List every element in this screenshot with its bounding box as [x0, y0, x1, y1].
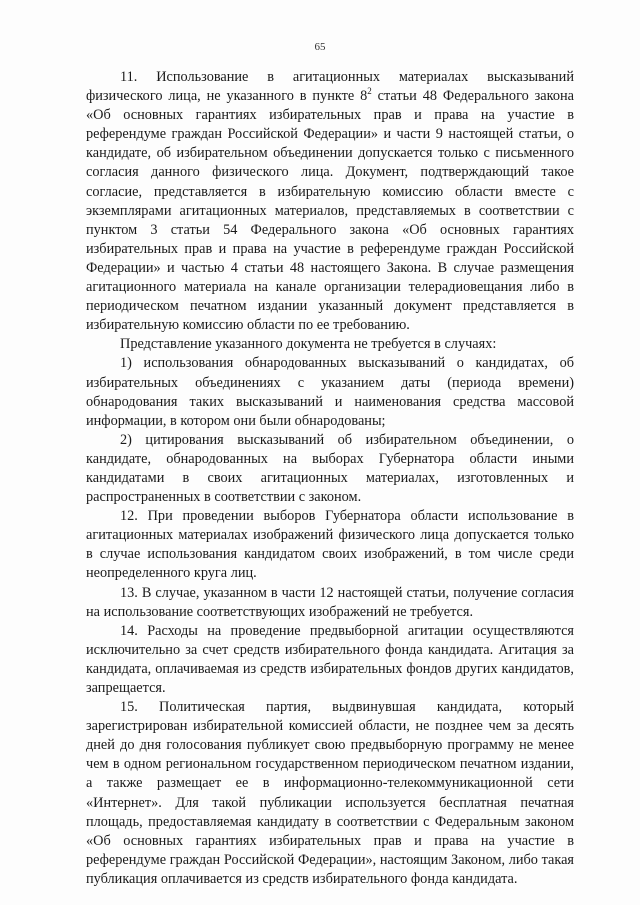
paragraph-exceptions-intro: Представление указанного документа не требуется в случаях:: [120, 336, 497, 353]
body-text: [86, 68, 574, 889]
superscript-2: 2: [367, 86, 372, 97]
paragraph-11-text: 11. Использование в агитационных материалах высказываний физического лица, не указанного в пункте 8: [86, 69, 574, 105]
paragraph-13: 13. В случае, указанном в части 12 настоящей статьи, получение согласия на использование соответствующих изображений не требуется.: [86, 584, 574, 620]
paragraph-15: 15. Политическая партия, выдвинувшая кандидата, который зарегистрирован избирательной комиссией области, не позднее чем за десять дней до дня голосования публикует свою предвыборную программу не менее чем в одном региональном государственном периодическом печатном издании, а также размещает ее в информационно-телекоммуникационной сети «Интернет». Для такой публикации используется бесплатная печатная площадь, предоставляемая кандидату в соответствии с Федеральным законом «Об основных гарантиях избирательных прав и права на участие в референдуме граждан Российской Федерации», настоящим Законом, либо такая публикация оплачивается из средств избирательного фонда кандидата.: [86, 699, 574, 887]
paragraph-exception-2: 2) цитирования высказываний об избирательном объединении, о кандидате, обнародованных на выборах Губернатора области иными кандидатами в своих агитационных материалах, изготовленных и распространенных в соответствии с законом.: [86, 431, 574, 506]
paragraph-11-text-cont: статьи 48 Федерального закона «Об основных гарантиях избирательных прав и права на участие в референдуме граждан Российской Федерации» и части 9 настоящей статьи, о кандидате, об избирательном объединении допускается только с письменного согласия данного физического лица. Документ, подтверждающий такое согласие, представляется в избирательную комиссию области вместе с экземплярами агитационных материалов, представляемых в соответствии с пунктом 3 статьи 54 Федерального закона «Об основных гарантиях избирательных прав и права на участие в референдуме граждан Российской Федерации» и частью 4 статьи 48 настоящего Закона. В случае размещения агитационного материала на канале организации телерадиовещания либо в периодическом печатном издании указанный документ представляется в избирательную комиссию области по ее требованию.: [86, 88, 574, 334]
paragraph-exception-1: 1) использования обнародованных высказываний о кандидатах, об избирательных объединениях с указанием даты (периода времени) обнародования таких высказываний и наименования средства массовой информации, в котором они были обнародованы;: [86, 355, 574, 429]
paragraph-11: [86, 68, 574, 335]
paragraph-12: 12. При проведении выборов Губернатора области использование в агитационных материалах изображений физического лица допускается только в случае использования кандидатом своих изображений, в том числе среди неопределенного круга лиц.: [86, 508, 574, 582]
page-number: 65: [314, 41, 326, 53]
paragraph-14: 14. Расходы на проведение предвыборной агитации осуществляются исключительно за счет средств избирательного фонда кандидата. Агитация за кандидата, оплачиваемая из средств избирательных фондов других кандидатов, запрещается.: [86, 622, 574, 696]
